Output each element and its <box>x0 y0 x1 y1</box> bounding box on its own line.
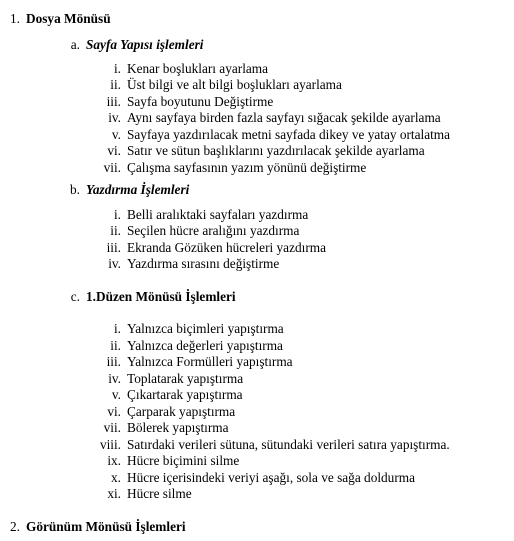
list-item: ix. Hücre biçimini silme <box>107 453 240 468</box>
section-title: Görünüm Mönüsü İşlemleri <box>26 519 186 534</box>
list-item: iii. Yalnızca Formülleri yapıştırma <box>106 354 293 369</box>
subsection-title: 1.Düzen Mönüsü İşlemleri <box>86 289 236 304</box>
list-item: ii. Yalnızca değerleri yapıştırma <box>110 338 283 353</box>
list-item: iv. Yazdırma sırasını değiştirme <box>108 256 280 271</box>
subsection-number: c. <box>70 289 80 304</box>
subsection-title: Yazdırma İşlemleri <box>86 182 190 197</box>
subsection-heading-c <box>70 289 236 305</box>
list-item: vii. Bölerek yapıştırma <box>103 420 229 435</box>
list-item: vi. Satır ve sütun başlıklarını yazdırılacak şekilde ayarlama <box>107 143 425 158</box>
subsection-heading-b <box>70 182 190 198</box>
list-item: v. Sayfaya yazdırılacak metni sayfada dikey ve yatay ortalatma <box>111 127 451 142</box>
subsection-title: Sayfa Yapısı işlemleri <box>86 37 204 52</box>
subsection-number: a. <box>70 37 80 52</box>
section-heading-1 <box>10 11 111 27</box>
list-item: xi. Hücre silme <box>107 486 192 501</box>
list-item: i. Belli aralıktaki sayfaları yazdırma <box>113 207 309 222</box>
list-item: iii. Ekranda Gözüken hücreleri yazdırma <box>106 240 326 255</box>
list-item: vii. Çalışma sayfasının yazım yönünü değiştirme <box>103 160 367 175</box>
list-item: ii. Seçilen hücre aralığını yazdırma <box>110 223 300 238</box>
list-item: iii. Sayfa boyutunu Değiştirme <box>106 94 274 109</box>
list-item: i. Yalnızca biçimleri yapıştırma <box>113 321 284 336</box>
list-item: ii. Üst bilgi ve alt bilgi boşlukları ayarlama <box>110 77 342 92</box>
list-item: x. Hücre içerisindeki veriyi aşağı, sola ve sağa doldurma <box>111 470 415 485</box>
list-item: i. Kenar boşlukları ayarlama <box>113 61 269 76</box>
section-number: 2. <box>10 519 20 534</box>
list-item: vi. Çarparak yapıştırma <box>107 404 236 419</box>
list-item: v. Çıkartarak yapıştırma <box>111 387 243 402</box>
subsection-number: b. <box>70 182 80 197</box>
section-number: 1. <box>10 11 20 26</box>
section-heading-2 <box>10 519 186 535</box>
list-item: iv. Toplatarak yapıştırma <box>108 371 244 386</box>
subsection-heading-a <box>70 37 204 53</box>
list-item: viii. Satırdaki verileri sütuna, sütundaki verileri satıra yapıştırma. <box>99 437 450 452</box>
section-title: Dosya Mönüsü <box>26 11 111 26</box>
list-item: iv. Aynı sayfaya birden fazla sayfayı sığacak şekilde ayarlama <box>108 110 441 125</box>
